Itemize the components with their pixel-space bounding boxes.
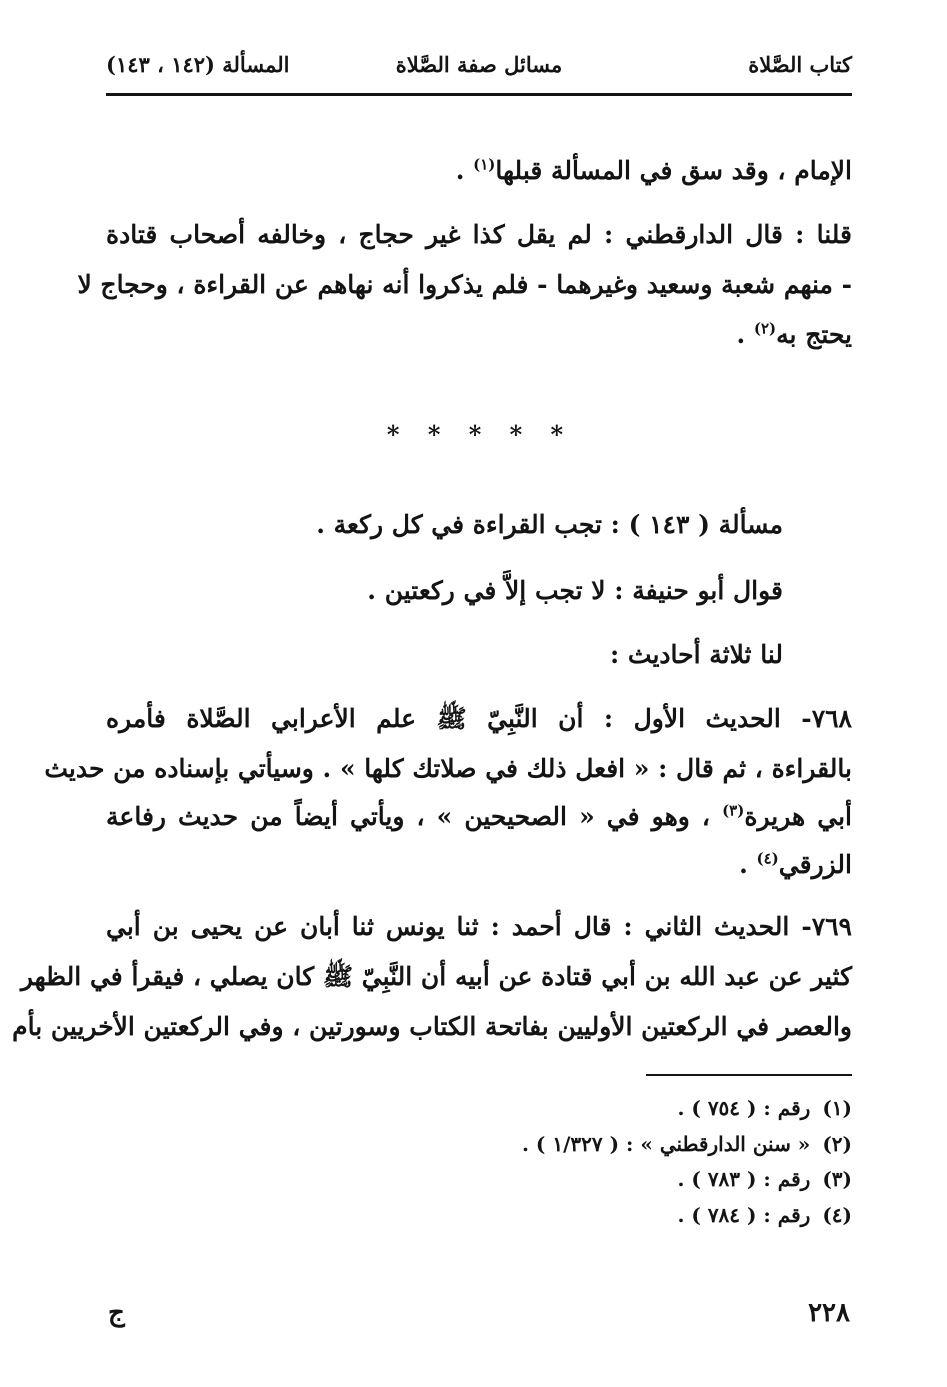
footnote-ref-3[interactable]: (٣)	[722, 801, 745, 820]
hadith-769-line-1: ٧٦٩- الحديث الثاني : قال أحمد : ثنا يونس ثنا أبان عن يحيى بن أبي	[106, 912, 852, 941]
text-line-1: الإمام ، وقد سق في المسألة قبلها$^{(١)}$ .	[455, 155, 852, 185]
header-chapter-title: مسائل صفة الصَّلاة	[395, 52, 563, 77]
header-issue-range: المسألة (١٤٢ ، ١٤٣)	[106, 52, 290, 77]
footnote-2: (٢)« سنن الدارقطني » : ( ١/٣٢٧ ) .	[521, 1132, 852, 1156]
hadith-768-line-1: ٧٦٨- الحديث الأول : أن النَّبِيّ ﷺ علم الأعرابي الصَّلاة فأمره	[106, 704, 852, 733]
hadith-769-line-2: كثير عن عبد الله بن أبي قتادة عن أبيه أن النَّبِيّ ﷺ كان يصلي ، فيقرأ في الظهر	[20, 962, 852, 991]
hadith-769-line-3: والعصر في الركعتين الأوليين بفاتحة الكتاب وسورتين ، وفي الركعتين الأخريين بأم	[12, 1012, 852, 1041]
footnote-3: (٣)رقم : ( ٧٨٣ ) .	[677, 1167, 852, 1191]
text-line-4: يحتج به$^{(٢)}$ .	[736, 319, 852, 349]
hadith-768-line-4: الزرقي$^{(٤)}$ .	[739, 849, 852, 879]
page-number: ٢٢٨	[808, 1298, 850, 1328]
signature-mark: ج	[108, 1298, 125, 1328]
header-rule	[106, 93, 852, 96]
text-line-3: - منهم شعبة وسعيد وغيرهما - فلم يذكروا أنه نهاهم عن القراءة ، وحجاج لا	[77, 270, 852, 299]
abu-hanifa-opinion: قوال أبو حنيفة : لا تجب إلاَّ في ركعتين .	[367, 576, 783, 605]
hadith-768-line-3: أبي هريرة$^{(٣)}$ ، وهو في « الصحيحين » ، ويأتي أيضاً من حديث رفاعة	[106, 801, 852, 831]
three-hadiths-heading: لنا ثلاثة أحاديث :	[609, 640, 783, 669]
footnote-4: (٤)رقم : ( ٧٨٤ ) .	[677, 1203, 852, 1227]
footnote-separator	[646, 1074, 852, 1076]
footnote-1: (١)رقم : ( ٧٥٤ ) .	[677, 1096, 852, 1120]
running-header	[106, 52, 852, 86]
issue-heading: مسألة ( ١٤٣ ) : تجب القراءة في كل ركعة .	[316, 510, 783, 539]
hadith-768-line-2: بالقراءة ، ثم قال : « افعل ذلك في صلاتك كلها » . وسيأتي بإسناده من حديث	[44, 754, 852, 783]
section-divider-stars: * * * * *	[386, 420, 574, 449]
text-line-2: قلنا : قال الدارقطني : لم يقل كذا غير حجاج ، وخالفه أصحاب قتادة	[106, 220, 852, 249]
footnote-ref-2[interactable]: (٢)	[753, 319, 777, 338]
footnote-ref-4[interactable]: (٤)	[756, 849, 779, 868]
footnote-ref-1[interactable]: (١)	[473, 155, 496, 174]
header-book-title: كتاب الصَّلاة	[748, 52, 852, 77]
